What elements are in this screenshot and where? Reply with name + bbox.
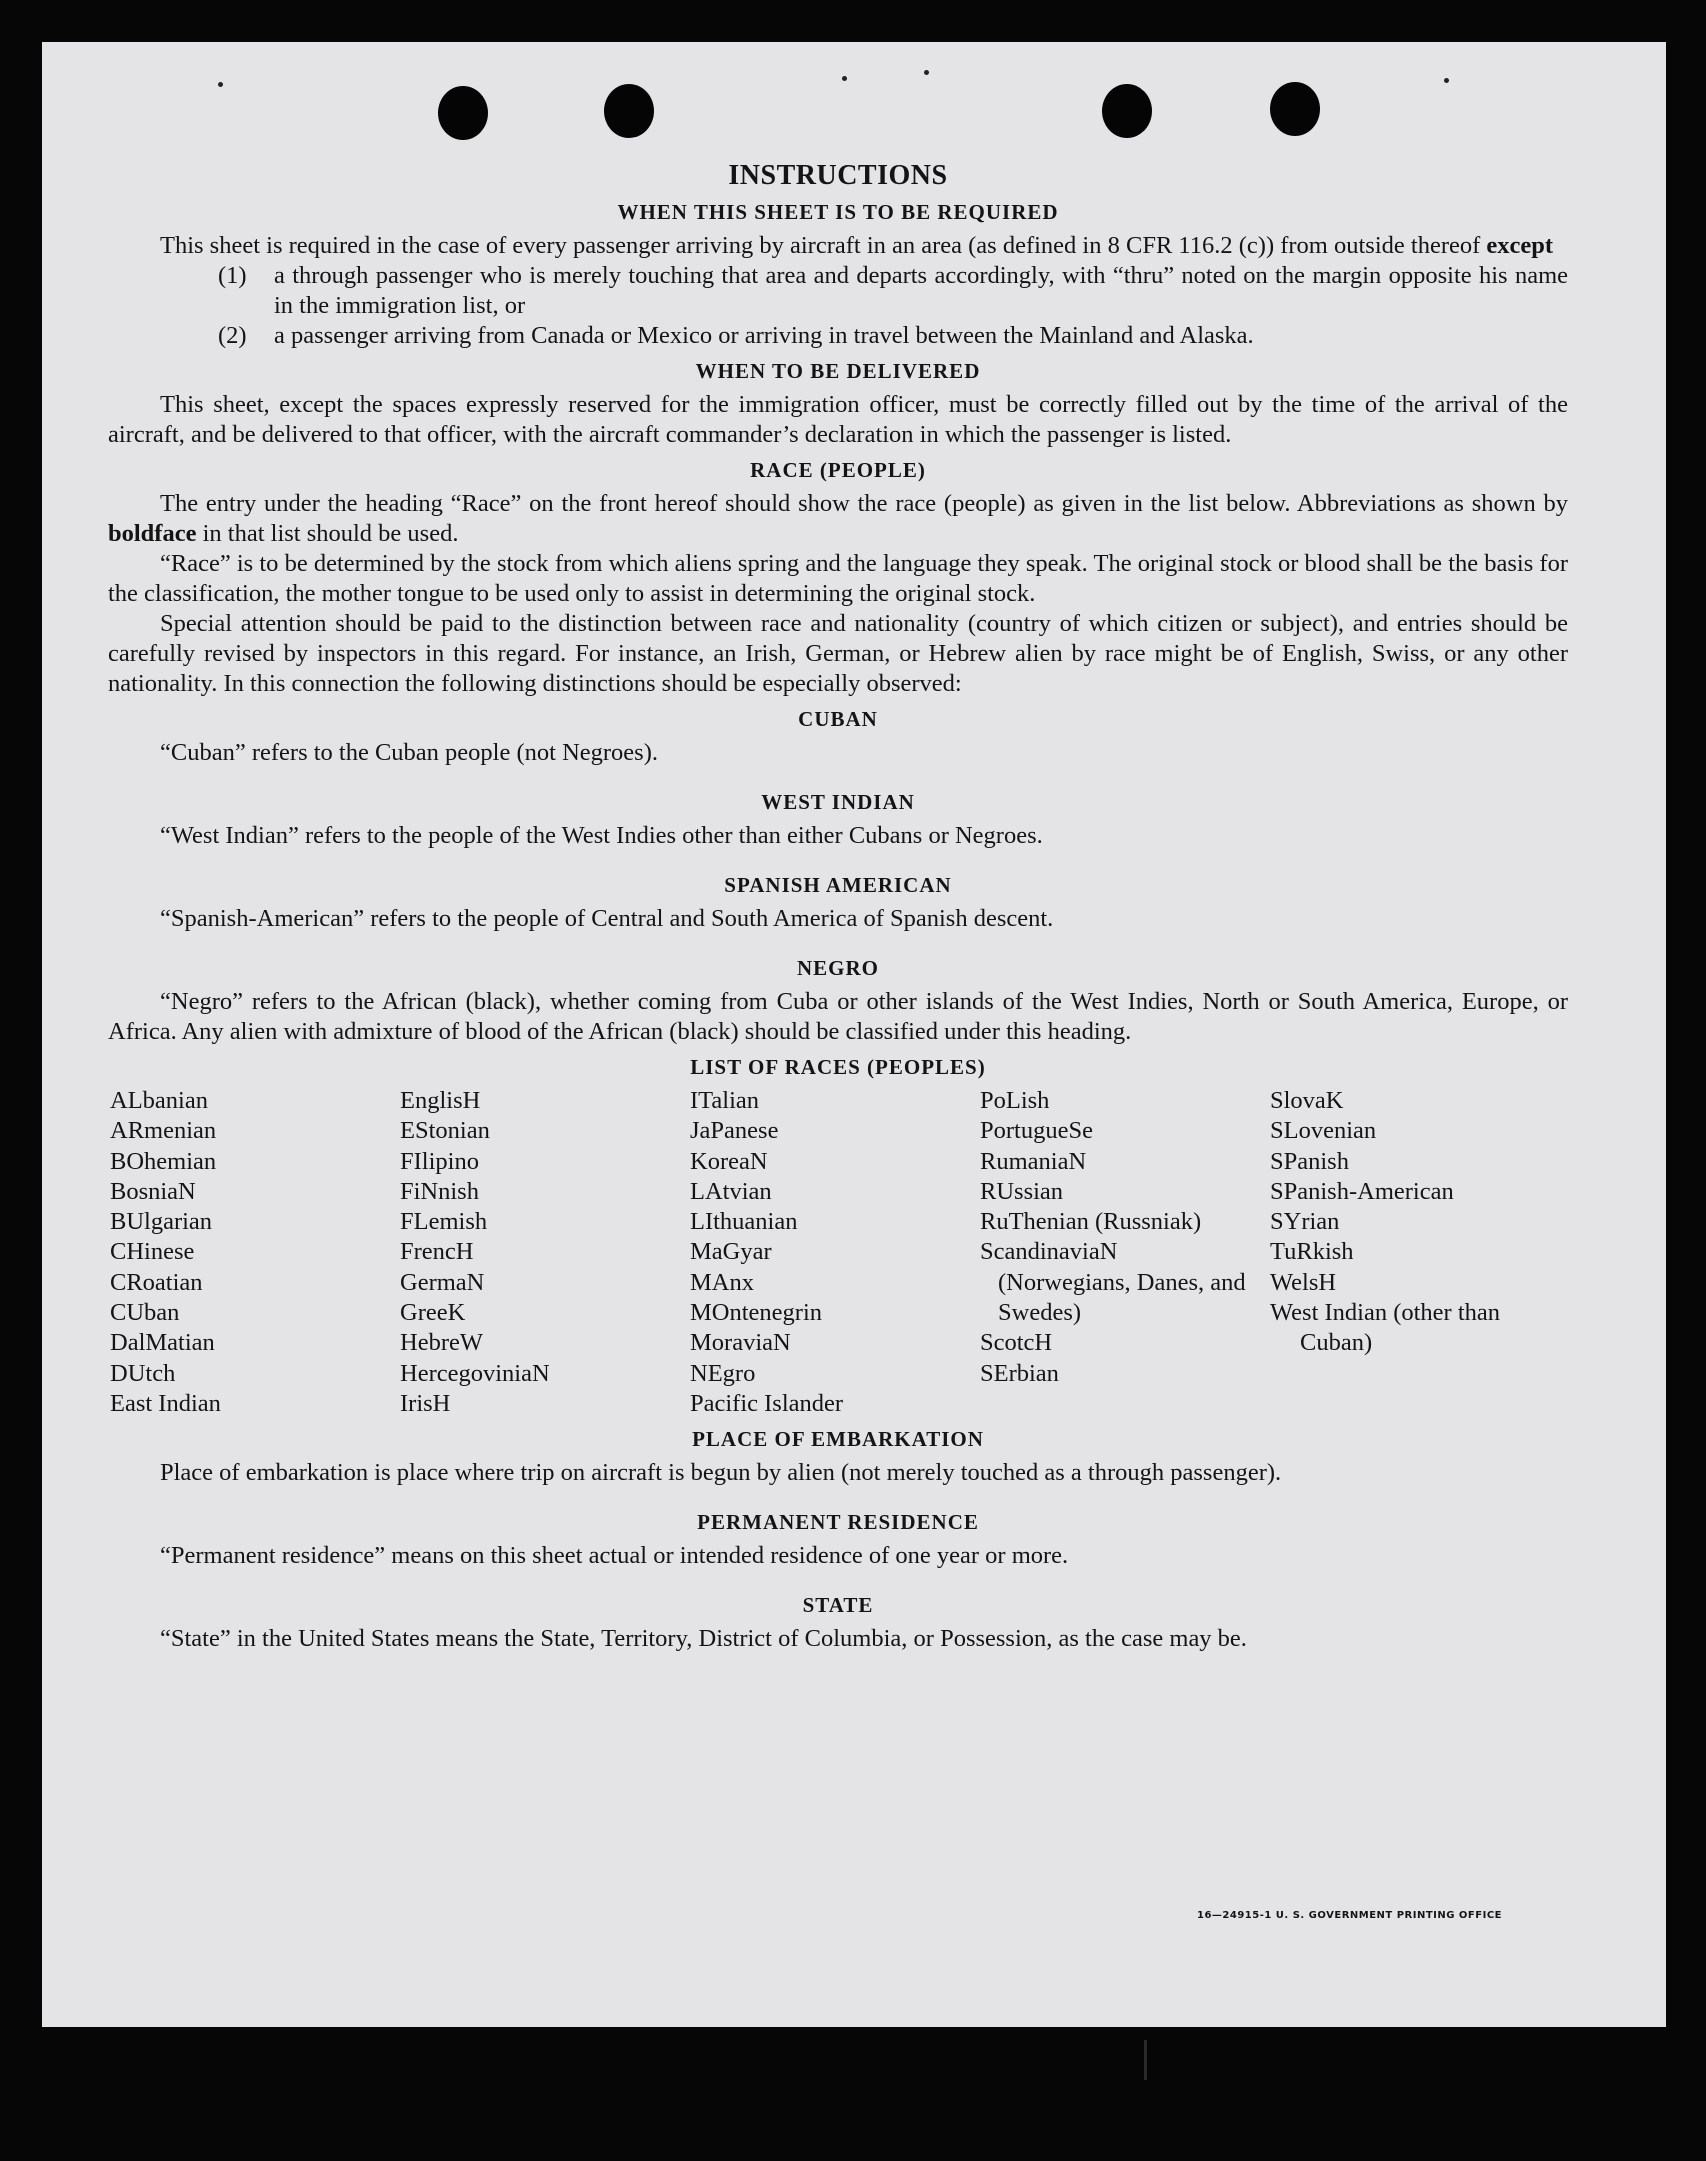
embarkation-text: Place of embarkation is place where trip on aircraft is begun by alien (not merely touched as a through passenger). xyxy=(160,1459,1282,1487)
race-item: SPanish xyxy=(1270,1147,1349,1175)
punch-hole-1 xyxy=(438,86,488,140)
race-item: SYrian xyxy=(1270,1208,1340,1236)
exception-item-1: (1) a through passenger who is merely touching that area and departs accordingly, with “thru” noted on the margin opposite his name in the immigration list, or xyxy=(218,262,1568,319)
race-item: LAtvian xyxy=(690,1177,772,1205)
race-item: HebreW xyxy=(400,1329,483,1357)
punch-hole-3 xyxy=(1102,84,1152,138)
race-paragraph-3: Special attention should be paid to the distinction between race and nationality (country of which citizen or subject), and entries should be carefully revised by inspectors in this regard. For instance, an Irish, German, or Hebrew alien by race might be of English, Swiss, or any other nationality. In this connection the following distinctions should be especially observed: xyxy=(108,610,1568,697)
race-item: ScotcH xyxy=(980,1329,1053,1357)
race-item: ARmenian xyxy=(110,1117,217,1145)
race-item: West Indian (other than Cuban) xyxy=(1270,1299,1501,1357)
race-item: SlovaK xyxy=(1270,1087,1344,1114)
race-item: FrencH xyxy=(400,1238,474,1266)
state-text: “State” in the United States means the State, Territory, District of Columbia, or Possession, as the case may be. xyxy=(160,1625,1247,1653)
race-item: RuThenian (Russniak) xyxy=(980,1208,1202,1236)
race-paragraph-1: The entry under the heading “Race” on the front hereof should show the race (people) as given in the list below. Abbreviations as shown by boldface in that list should be used. xyxy=(108,490,1568,547)
race-item: HercegoviniaN xyxy=(400,1359,550,1387)
race-item: CHinese xyxy=(110,1238,195,1266)
race-item: BUlgarian xyxy=(110,1208,213,1236)
race-item: FIlipino xyxy=(400,1147,479,1175)
race-item: KoreaN xyxy=(690,1147,768,1175)
race-item: MoraviaN xyxy=(690,1329,791,1357)
spanish-american-text: “Spanish-American” refers to the people of Central and South America of Spanish descent. xyxy=(160,905,1054,932)
race-item: Pacific Islander xyxy=(690,1389,844,1417)
page-title: INSTRUCTIONS xyxy=(728,160,948,191)
race-item: TuRkish xyxy=(1270,1238,1354,1266)
race-item: GreeK xyxy=(400,1299,466,1327)
when-required-text: This sheet is required in the case of every passenger arriving by aircraft in an area (as defined in 8 CFR 116.2 (c)) from outside thereof except xyxy=(160,232,1554,259)
race-item: WelsH xyxy=(1270,1268,1337,1296)
race-item: DalMatian xyxy=(110,1329,215,1357)
races-column-5 xyxy=(1270,1086,1560,1419)
race-item: PortugueSe xyxy=(980,1117,1093,1145)
race-item: LIthuanian xyxy=(690,1208,798,1236)
race-item: JaPanese xyxy=(690,1117,779,1145)
permanent-residence-text: “Permanent residence” means on this sheet actual or intended residence of one year or more. xyxy=(160,1542,1069,1570)
heading-list-of-races: LIST OF RACES (PEOPLES) xyxy=(690,1055,986,1079)
races-column-3 xyxy=(690,1086,980,1419)
heading-race: RACE (PEOPLE) xyxy=(750,458,926,482)
race-item: EnglisH xyxy=(400,1087,481,1114)
punch-hole-4 xyxy=(1270,82,1320,136)
heading-cuban: CUBAN xyxy=(798,707,878,731)
document-page xyxy=(42,42,1666,2027)
speck xyxy=(924,70,929,75)
scan-mark xyxy=(1144,2040,1147,2080)
race-item: SPanish-American xyxy=(1270,1177,1454,1205)
race-item: RUssian xyxy=(980,1177,1064,1205)
race-item: MOntenegrin xyxy=(690,1299,822,1327)
race-item: SLovenian xyxy=(1270,1117,1377,1145)
heading-west-indian: WEST INDIAN xyxy=(761,790,915,814)
cuban-text: “Cuban” refers to the Cuban people (not Negroes). xyxy=(160,739,658,766)
race-item: ALbanian xyxy=(110,1087,208,1114)
race-item: CRoatian xyxy=(110,1268,203,1296)
race-item: MAnx xyxy=(690,1268,754,1296)
race-item: ScandinaviaN (Norwegians, Danes, and Swedes) xyxy=(980,1238,1246,1327)
race-item: BOhemian xyxy=(110,1147,217,1175)
heading-state: STATE xyxy=(802,1593,874,1618)
race-item: RumaniaN xyxy=(980,1147,1087,1175)
race-item: FiNnish xyxy=(400,1177,479,1205)
race-item: SErbian xyxy=(980,1359,1059,1387)
race-item: ITalian xyxy=(690,1087,760,1114)
race-item: DUtch xyxy=(110,1359,176,1387)
race-item: East Indian xyxy=(110,1389,221,1417)
negro-text: “Negro” refers to the African (black), whether coming from Cuba or other islands of the West Indies, North or South America, Europe, or Africa. Any alien with admixture of blood of the African (black) should be classified under this heading. xyxy=(108,988,1568,1045)
punch-hole-2 xyxy=(604,84,654,138)
printer-code: 16—24915-1 U. S. GOVERNMENT PRINTING OFFICE xyxy=(1197,1910,1502,1921)
heading-place-of-embarkation: PLACE OF EMBARKATION xyxy=(692,1427,984,1452)
heading-when-required: WHEN THIS SHEET IS TO BE REQUIRED xyxy=(617,200,1059,224)
heading-permanent-residence: PERMANENT RESIDENCE xyxy=(697,1510,979,1535)
races-column-4 xyxy=(980,1086,1270,1419)
race-item: PoLish xyxy=(980,1087,1050,1114)
heading-negro: NEGRO xyxy=(796,956,879,980)
exception-item-2: (2) a passenger arriving from Canada or Mexico or arriving in travel between the Mainland and Alaska. xyxy=(218,322,1254,349)
races-column-1 xyxy=(110,1086,400,1419)
race-paragraph-2: “Race” is to be determined by the stock from which aliens spring and the language they speak. The original stock or blood shall be the basis for the classification, the mother tongue to be used only to assist in determining the original stock. xyxy=(108,550,1568,607)
races-list xyxy=(108,1086,1568,1419)
race-item: MaGyar xyxy=(690,1238,772,1266)
race-item: GermaN xyxy=(400,1268,485,1296)
heading-when-delivered: WHEN TO BE DELIVERED xyxy=(695,359,981,383)
races-column-2 xyxy=(400,1086,690,1419)
race-item: BosniaN xyxy=(110,1177,196,1205)
speck xyxy=(842,76,847,81)
speck xyxy=(1444,78,1449,83)
speck xyxy=(218,82,223,87)
race-item: FLemish xyxy=(400,1208,488,1236)
race-item: NEgro xyxy=(690,1359,756,1387)
race-item: CUban xyxy=(110,1299,180,1327)
west-indian-text: “West Indian” refers to the people of the West Indies other than either Cubans or Negroes. xyxy=(160,822,1043,849)
race-item: EStonian xyxy=(400,1117,490,1145)
heading-spanish-american: SPANISH AMERICAN xyxy=(724,873,952,897)
race-item: IrisH xyxy=(400,1389,451,1417)
when-delivered-text: This sheet, except the spaces expressly reserved for the immigration officer, must be correctly filled out by the time of the arrival of the aircraft, and be delivered to that officer, with the aircraft commander’s declaration in which the passenger is listed. xyxy=(108,391,1568,448)
instructions-content xyxy=(108,160,1568,1654)
